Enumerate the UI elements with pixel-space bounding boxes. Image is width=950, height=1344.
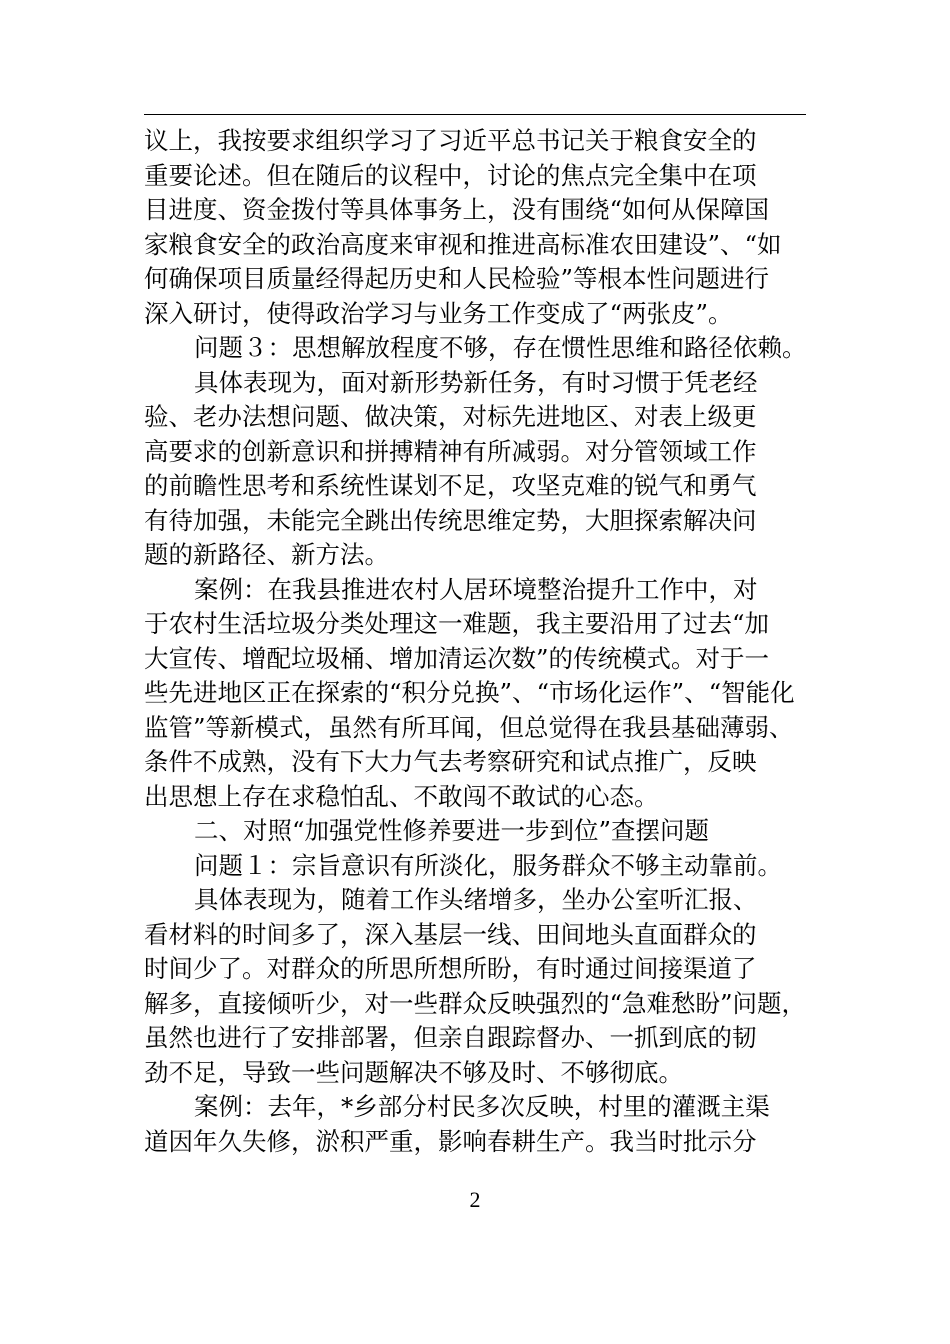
text-line: 何确保项目质量经得起历史和人民检验”等根本性问题进行 bbox=[144, 264, 770, 293]
text-line: 具体表现为，面对新形势新任务，有时习惯于凭老经 bbox=[194, 367, 758, 397]
text-line: 解多，直接倾听少，对一些群众反映强烈的“急难愁盼”问题， bbox=[144, 988, 807, 1018]
text-line: 时间少了。对群众的所思所想所盼，有时通过间接渠道了 bbox=[144, 954, 757, 983]
text-line: 验、老办法想问题、做决策，对标先进地区、对表上级更 bbox=[144, 402, 757, 431]
text-line: 条件不成熟，没有下大力气去考察研究和试点推广，反映 bbox=[144, 747, 757, 776]
text-line: 高要求的创新意识和拼搏精神有所减弱。对分管领域工作 bbox=[144, 436, 757, 466]
text-line: 有待加强，未能完全跳出传统思维定势，大胆探索解决问 bbox=[144, 505, 757, 535]
text-line: 道因年久失修，淤积严重，影响春耕生产。我当时批示分 bbox=[144, 1126, 757, 1156]
text-line: 问题３：思想解放程度不够，存在惯性思维和路径依赖。 bbox=[194, 333, 807, 362]
text-line: 题的新路径、新方法。 bbox=[144, 540, 389, 569]
text-line: 案例：在我县推进农村人居环境整治提升工作中，对 bbox=[194, 574, 758, 604]
text-line: 看材料的时间多了，深入基层一线、田间地头直面群众的 bbox=[144, 919, 757, 949]
text-line: 议上，我按要求组织学习了习近平总书记关于粮食安全的 bbox=[144, 126, 757, 155]
body-text bbox=[144, 124, 814, 1159]
page-number: 2 bbox=[469, 1187, 481, 1212]
text-line: 出思想上存在求稳怕乱、不敢闯不敢试的心态。 bbox=[144, 781, 659, 811]
text-line: 二、对照“加强党性修养要进一步到位”查摆问题 bbox=[194, 816, 710, 845]
header-rule bbox=[144, 114, 806, 115]
text-line: 些先进地区正在探索的“积分兑换”、“市场化运作”、“智能化 bbox=[144, 678, 795, 707]
text-line: 的前瞻性思考和系统性谋划不足，攻坚克难的锐气和勇气 bbox=[144, 471, 757, 500]
text-line: 深入研讨，使得政治学习与业务工作变成了“两张皮”。 bbox=[144, 298, 733, 328]
text-line: 虽然也进行了安排部署，但亲自跟踪督办、一抓到底的韧 bbox=[144, 1023, 757, 1052]
text-line: 监管”等新模式，虽然有所耳闻，但总觉得在我县基础薄弱、 bbox=[144, 712, 794, 742]
text-line: 问题１：宗旨意识有所淡化，服务群众不够主动靠前。 bbox=[194, 850, 782, 880]
text-line: 于农村生活垃圾分类处理这一难题，我主要沿用了过去“加 bbox=[144, 609, 770, 638]
text-line: 重要论述。但在随后的议程中，讨论的焦点完全集中在项 bbox=[144, 160, 757, 190]
text-line: 家粮食安全的政治高度来审视和推进高标准农田建设”、“如 bbox=[144, 229, 782, 259]
text-line: 目进度、资金拨付等具体事务上，没有围绕“如何从保障国 bbox=[144, 195, 770, 224]
text-line: 劲不足，导致一些问题解决不够及时、不够彻底。 bbox=[144, 1057, 683, 1087]
text-line: 具体表现为，随着工作头绪增多，坐办公室听汇报、 bbox=[194, 885, 758, 914]
text-line: 大宣传、增配垃圾桶、增加清运次数”的传统模式。对于一 bbox=[144, 643, 770, 673]
text-line: 案例：去年，*乡部分村民多次反映，村里的灌溉主渠 bbox=[194, 1092, 770, 1121]
